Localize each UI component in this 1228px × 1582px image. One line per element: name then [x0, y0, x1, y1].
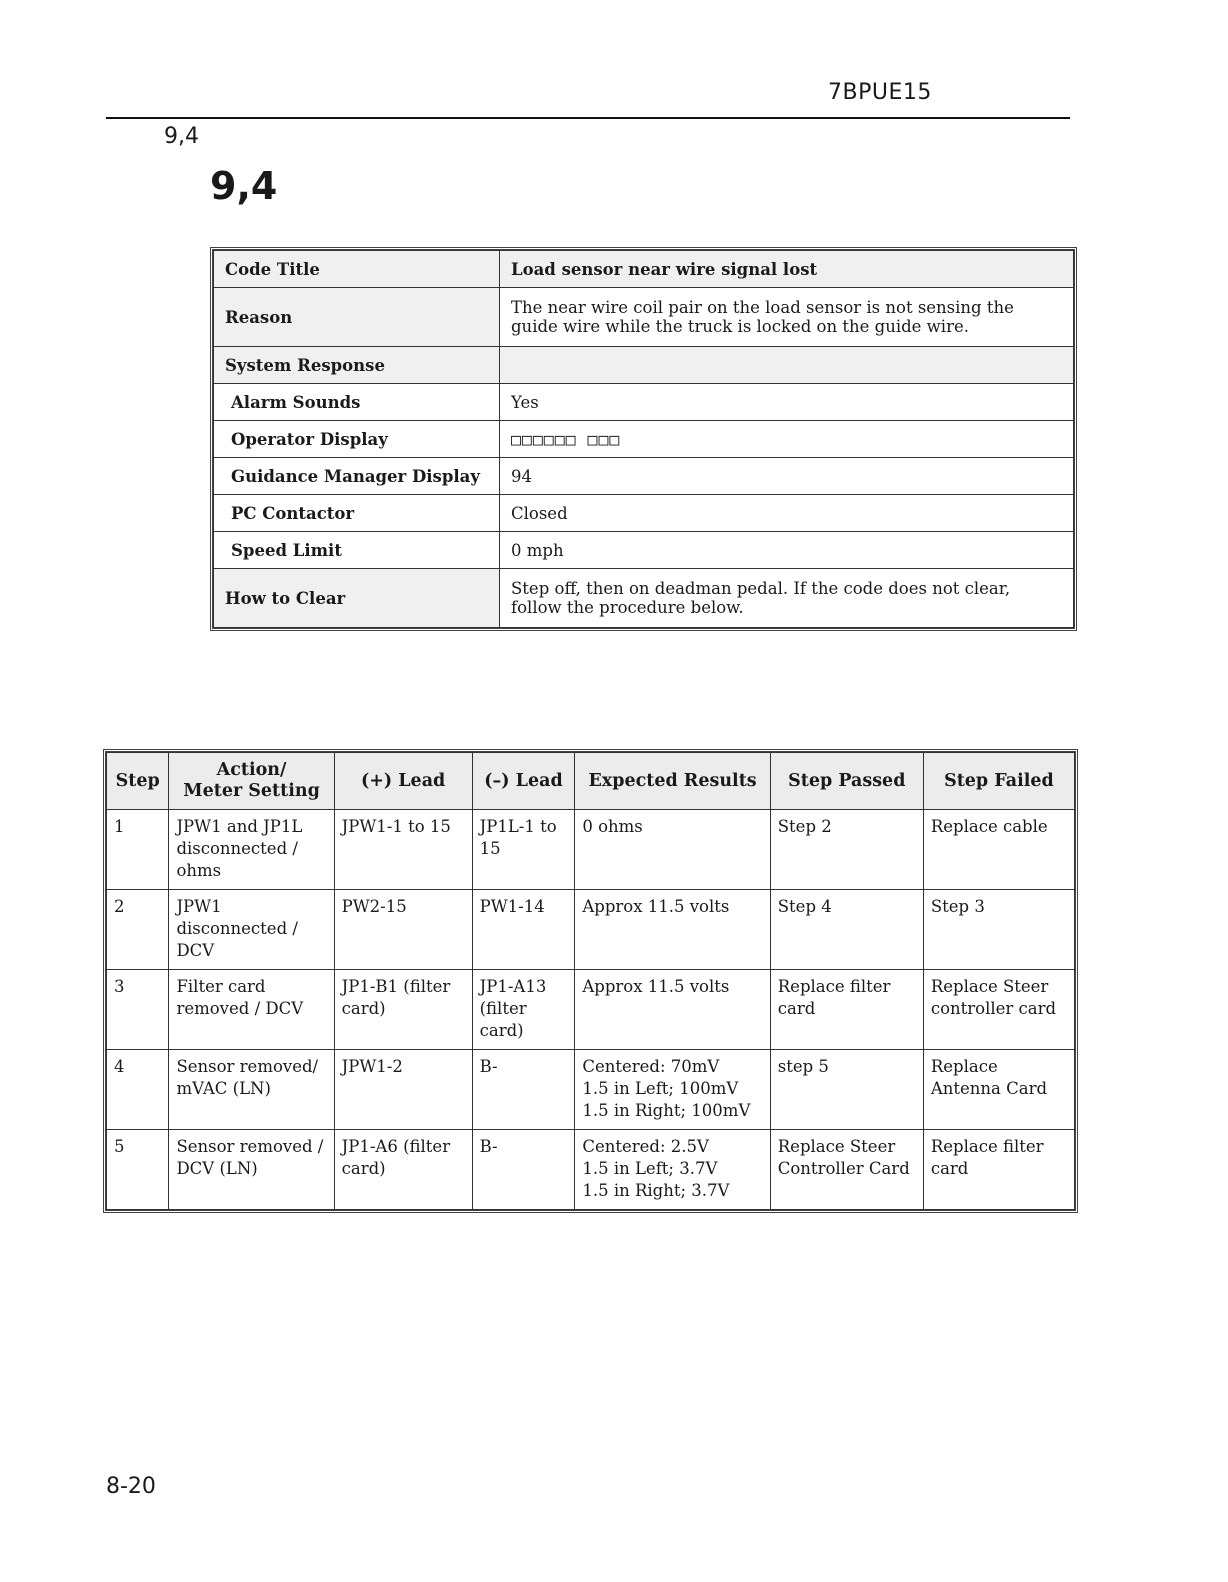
table-row — [107, 890, 1075, 970]
cell-step: 1 — [107, 810, 169, 890]
page-number: 8-20 — [106, 1474, 156, 1499]
cell-expected-results: Approx 11.5 volts — [575, 970, 770, 1050]
code-info-table — [210, 247, 1077, 631]
document-code: 7BPUE15 — [828, 80, 932, 105]
code-row-how-to-clear — [214, 569, 1074, 628]
cell-plus-lead: JP1-B1 (filter card) — [334, 970, 472, 1050]
code-label: Alarm Sounds — [214, 384, 500, 421]
code-row-speed-limit — [214, 532, 1074, 569]
troubleshooting-steps-table — [103, 749, 1078, 1213]
code-label: Reason — [214, 288, 500, 347]
cell-expected-results: Centered: 2.5V 1.5 in Left; 3.7V 1.5 in Right; 3.7V — [575, 1130, 770, 1210]
cell-step-failed: Replace filter card — [923, 1130, 1074, 1210]
code-value: Load sensor near wire signal lost — [500, 251, 1074, 288]
code-value: Closed — [500, 495, 1074, 532]
section-title: 9,4 — [210, 164, 278, 208]
section-label: 9,4 — [164, 124, 199, 149]
code-value — [500, 347, 1074, 384]
cell-step: 4 — [107, 1050, 169, 1130]
code-row-title — [214, 251, 1074, 288]
cell-step-failed: Replace Antenna Card — [923, 1050, 1074, 1130]
cell-action-meter-setting: Sensor removed/ mVAC (LN) — [169, 1050, 334, 1130]
cell-step: 3 — [107, 970, 169, 1050]
column-header-step-passed: Step Passed — [770, 753, 923, 810]
code-row-system-response — [214, 347, 1074, 384]
column-header-step: Step — [107, 753, 169, 810]
cell-step-passed: Replace filter card — [770, 970, 923, 1050]
code-value: The near wire coil pair on the load sensor is not sensing the guide wire while the truck is locked on the guide wire. — [500, 288, 1074, 347]
code-label: Guidance Manager Display — [214, 458, 500, 495]
column-header-plus-lead: (+) Lead — [334, 753, 472, 810]
column-header-minus-lead: (–) Lead — [472, 753, 575, 810]
cell-minus-lead: PW1-14 — [472, 890, 575, 970]
table-row — [107, 810, 1075, 890]
code-label: Operator Display — [214, 421, 500, 458]
header-rule — [106, 117, 1070, 119]
cell-step-passed: step 5 — [770, 1050, 923, 1130]
code-row-reason — [214, 288, 1074, 347]
cell-plus-lead: JP1-A6 (filter card) — [334, 1130, 472, 1210]
cell-action-meter-setting: JPW1 and JP1L disconnected / ohms — [169, 810, 334, 890]
code-label: System Response — [214, 347, 500, 384]
cell-minus-lead: JP1-A13 (filter card) — [472, 970, 575, 1050]
table-row — [107, 1050, 1075, 1130]
table-row — [107, 1130, 1075, 1210]
cell-minus-lead: B- — [472, 1130, 575, 1210]
code-label: How to Clear — [214, 569, 500, 628]
cell-expected-results: Centered: 70mV 1.5 in Left; 100mV 1.5 in Right; 100mV — [575, 1050, 770, 1130]
column-header-expected-results: Expected Results — [575, 753, 770, 810]
code-row-guidance-display — [214, 458, 1074, 495]
cell-minus-lead: B- — [472, 1050, 575, 1130]
cell-step-passed: Step 4 — [770, 890, 923, 970]
code-row-operator-display — [214, 421, 1074, 458]
cell-plus-lead: JPW1-2 — [334, 1050, 472, 1130]
cell-step-failed: Replace Steer controller card — [923, 970, 1074, 1050]
cell-step-passed: Replace Steer Controller Card — [770, 1130, 923, 1210]
cell-step: 2 — [107, 890, 169, 970]
cell-step: 5 — [107, 1130, 169, 1210]
cell-step-passed: Step 2 — [770, 810, 923, 890]
cell-expected-results: Approx 11.5 volts — [575, 890, 770, 970]
column-header-step-failed: Step Failed — [923, 753, 1074, 810]
cell-plus-lead: JPW1-1 to 15 — [334, 810, 472, 890]
code-value: Yes — [500, 384, 1074, 421]
code-label: Speed Limit — [214, 532, 500, 569]
table-header-row — [107, 753, 1075, 810]
cell-action-meter-setting: JPW1 disconnected / DCV — [169, 890, 334, 970]
cell-minus-lead: JP1L-1 to 15 — [472, 810, 575, 890]
cell-step-failed: Step 3 — [923, 890, 1074, 970]
code-row-pc-contactor — [214, 495, 1074, 532]
cell-step-failed: Replace cable — [923, 810, 1074, 890]
code-label: PC Contactor — [214, 495, 500, 532]
table-row — [107, 970, 1075, 1050]
code-label: Code Title — [214, 251, 500, 288]
column-header-action-meter-setting: Action/ Meter Setting — [169, 753, 334, 810]
cell-plus-lead: PW2-15 — [334, 890, 472, 970]
cell-action-meter-setting: Filter card removed / DCV — [169, 970, 334, 1050]
code-value: 94 — [500, 458, 1074, 495]
cell-expected-results: 0 ohms — [575, 810, 770, 890]
cell-action-meter-setting: Sensor removed / DCV (LN) — [169, 1130, 334, 1210]
code-value: 0 mph — [500, 532, 1074, 569]
code-value: □□□□□□ □□□ — [500, 421, 1074, 458]
code-value: Step off, then on deadman pedal. If the code does not clear, follow the procedure below. — [500, 569, 1074, 628]
code-row-alarm — [214, 384, 1074, 421]
